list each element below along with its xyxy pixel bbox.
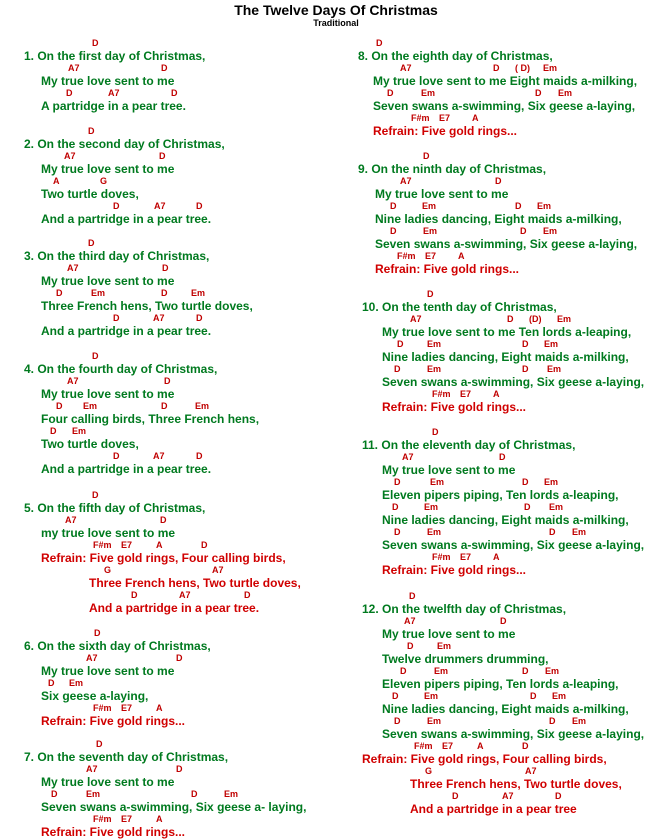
chord-label: A [53,176,60,186]
lyric-line: Seven swans a-swimming, Six geese a-laying, [382,538,645,552]
lyric-line: My true love sent to me [382,627,516,641]
chord-label: F#m [414,741,433,751]
chord-label: G [104,565,112,575]
chord-label: D [56,288,63,298]
lyric-line: My true love sent to me [41,775,175,789]
lyric-line: My true love sent to me [41,74,175,88]
chord-label: A7 [67,376,79,386]
refrain-lyric: Refrain: Five gold rings... [375,262,520,276]
chord-label: Em [572,527,587,537]
chord-label: Em [430,477,445,487]
chord-label: A7 [502,791,514,801]
chord-label: A7 [86,764,98,774]
lyric-line: 4. On the fourth day of Christmas, [24,362,218,376]
chord-label: Em [537,201,552,211]
chord-label: D [507,314,514,324]
chord-label: Em [424,502,439,512]
lyric-line: Nine ladies dancing, Eight maids a-milking, [382,702,629,716]
chord-label: G [100,176,108,186]
chord-label: A7 [65,515,77,525]
chord-label: D [549,527,556,537]
chord-label: Em [427,716,442,726]
chord-label: Em [72,426,87,436]
chord-label: D [390,201,397,211]
chord-label: D [160,515,167,525]
lyric-line: My true love sent to me [382,463,516,477]
lyric-line: 12. On the twelfth day of Christmas, [362,602,567,616]
chord-label: D [392,691,399,701]
chord-label: A7 [404,616,416,626]
lyric-line: 7. On the seventh day of Christmas, [24,750,229,764]
lyric-line: My true love sent to me [375,187,509,201]
lyric-line: Nine ladies dancing, Eight maids a-milking, [382,513,629,527]
chord-label: Em [191,288,206,298]
chord-label: A [493,552,500,562]
chord-label: D [92,38,99,48]
chord-label: Em [557,314,572,324]
chord-label: A7 [67,263,79,273]
chord-label: A [156,814,163,824]
chord-label: Em [421,88,436,98]
chord-label: A7 [153,313,165,323]
chord-label: D [549,716,556,726]
chord-label: E7 [439,113,451,123]
chord-label: D [66,88,73,98]
chord-label: (D) [529,314,542,324]
chord-label: D [159,151,166,161]
chord-label: D [50,426,57,436]
chord-label: Em [423,226,438,236]
refrain-lyric: Refrain: Five gold rings... [373,124,518,138]
chord-label: A7 [108,88,120,98]
chord-label: E7 [121,540,133,550]
refrain-lyric: Refrain: Five gold rings, Four calling birds, [362,752,607,766]
chord-label: E7 [121,814,133,824]
chord-label: A [156,540,163,550]
chord-label: D [522,477,529,487]
chord-label: D [524,502,531,512]
lyric-line: Four calling birds, Three French hens, [41,412,260,426]
lyric-line: Twelve drummers drumming, [382,652,549,666]
chord-label: D [493,63,500,73]
song-title: The Twelve Days Of Christmas [234,2,438,18]
lyric-line: My true love sent to me Ten lords a-leaping, [382,325,632,339]
chord-label: D [520,226,527,236]
chord-label: A7 [179,590,191,600]
chord-label: D [515,201,522,211]
chord-label: D [56,401,63,411]
chord-label: D [499,452,506,462]
chord-label: D [162,263,169,273]
chord-label: Em [69,678,84,688]
chord-label: D [191,789,198,799]
chord-label: D [176,653,183,663]
chord-label: Em [427,364,442,374]
chord-label: D [387,88,394,98]
chord-label: D [244,590,251,600]
lyric-line: My true love sent to me [41,162,175,176]
chord-label: A7 [86,653,98,663]
lyric-line: 10. On the tenth day of Christmas, [362,300,557,314]
chord-label: D [409,591,416,601]
chord-label: F#m [397,251,416,261]
chord-label: D [432,427,439,437]
chord-label: F#m [411,113,430,123]
refrain-lyric: Refrain: Five gold rings... [382,563,527,577]
chord-label: D [394,527,401,537]
chord-label: Em [543,226,558,236]
chord-label: E7 [460,552,472,562]
refrain-lyric: Refrain: Five gold rings... [382,400,527,414]
chord-label: D [164,376,171,386]
chord-label: D [161,288,168,298]
chord-label: A7 [212,565,224,575]
chord-label: D [394,477,401,487]
chord-label: D [171,88,178,98]
lyric-line: Six geese a-laying, [41,689,149,703]
chord-label: D [452,791,459,801]
chord-label: A7 [154,201,166,211]
chord-label: F#m [432,389,451,399]
refrain-lyric: Refrain: Five gold rings... [41,825,186,839]
lyric-line: My true love sent to me [41,274,175,288]
lyric-line: 3. On the third day of Christmas, [24,249,210,263]
chord-label: Em [422,201,437,211]
chord-label: Em [224,789,239,799]
chord-label: ( D) [515,63,530,73]
chord-label: A [477,741,484,751]
chord-label: D [196,451,203,461]
lyric-line: 8. On the eighth day of Christmas, [358,49,553,63]
chord-label: E7 [442,741,454,751]
lyric-line: Seven swans a-swimming, Six geese a-laying, [375,237,638,251]
chord-label: F#m [432,552,451,562]
chord-label: D [376,38,383,48]
chord-label: Em [544,477,559,487]
chord-label: Em [572,716,587,726]
chord-label: Em [437,641,452,651]
lyric-line: 11. On the eleventh day of Christmas, [362,438,576,452]
refrain-lyric: Three French hens, Two turtle doves, [89,576,301,590]
chord-label: D [176,764,183,774]
chord-label: Em [544,339,559,349]
song-subtitle: Traditional [313,18,359,28]
chord-label: D [397,339,404,349]
chord-label: D [161,63,168,73]
chord-label: A [458,251,465,261]
chord-label: G [425,766,433,776]
chord-label: D [94,628,101,638]
chord-label: A7 [64,151,76,161]
chord-label: D [96,739,103,749]
chord-label: D [535,88,542,98]
lyric-line: Three French hens, Two turtle doves, [41,299,253,313]
chord-label: D [394,716,401,726]
chord-label: D [392,502,399,512]
chord-label: A7 [68,63,80,73]
lyric-line: Seven swans a-swimming, Six geese a-laying, [382,375,645,389]
chord-label: D [48,678,55,688]
refrain-lyric: Refrain: Five gold rings, Four calling birds, [41,551,286,565]
chord-label: D [113,201,120,211]
chord-label: D [88,126,95,136]
chord-label: D [400,666,407,676]
chord-label: Em [543,63,558,73]
chord-label: Em [545,666,560,676]
lyric-line: And a partridge in a pear tree. [41,212,212,226]
chord-label: Em [195,401,210,411]
lyric-line: Two turtle doves, [41,437,139,451]
chord-label: D [196,313,203,323]
chord-label: A [156,703,163,713]
chord-label: D [113,313,120,323]
chord-label: D [522,339,529,349]
chord-label: A7 [153,451,165,461]
refrain-lyric: And a partridge in a pear tree. [89,601,260,615]
lyric-line: Seven swans a-swimming, Six geese a-laying, [382,727,645,741]
refrain-lyric: Refrain: Five gold rings... [41,714,186,728]
refrain-lyric: And a partridge in a pear tree [410,802,577,816]
chord-label: D [522,666,529,676]
chord-label: Em [558,88,573,98]
chord-label: A [493,389,500,399]
chord-label: E7 [460,389,472,399]
chord-label: Em [427,527,442,537]
lyric-line: And a partridge in a pear tree. [41,324,212,338]
lyric-line: My true love sent to me [41,664,175,678]
lyric-line: 1. On the first day of Christmas, [24,49,206,63]
chord-label: F#m [93,703,112,713]
lyric-line: 9. On the ninth day of Christmas, [358,162,547,176]
chord-label: D [495,176,502,186]
chord-label: D [92,490,99,500]
chord-label: D [522,741,529,751]
chord-label: F#m [93,814,112,824]
chord-label: D [427,289,434,299]
chord-label: A7 [400,63,412,73]
chord-label: D [423,151,430,161]
chord-label: D [522,364,529,374]
lyric-line: Seven swans a-swimming, Six geese a-laying, [373,99,636,113]
chord-label: A [472,113,479,123]
chord-label: Em [434,666,449,676]
lyric-line: Eleven pipers piping, Ten lords a-leaping, [382,488,619,502]
chord-label: E7 [121,703,133,713]
chord-label: D [555,791,562,801]
chord-label: A7 [525,766,537,776]
lyric-line: 2. On the second day of Christmas, [24,137,225,151]
chord-label: D [407,641,414,651]
chord-label: Em [424,691,439,701]
lyric-line: Two turtle doves, [41,187,139,201]
lyric-line: 6. On the sixth day of Christmas, [24,639,211,653]
lyric-line: my true love sent to me [41,526,176,540]
chord-label: D [500,616,507,626]
chord-label: A7 [400,176,412,186]
chord-label: Em [552,691,567,701]
lyric-line: Nine ladies dancing, Eight maids a-milking, [382,350,629,364]
chord-label: D [51,789,58,799]
chord-label: A7 [402,452,414,462]
lyric-line: Seven swans a-swimming, Six geese a- laying, [41,800,307,814]
chord-label: D [196,201,203,211]
chord-label: Em [91,288,106,298]
chord-label: Em [547,364,562,374]
chord-label: D [131,590,138,600]
refrain-lyric: Three French hens, Two turtle doves, [410,777,622,791]
chord-label: Em [549,502,564,512]
chord-label: D [161,401,168,411]
chord-label: D [88,238,95,248]
lyric-line: My true love sent to me [41,387,175,401]
chord-label: Em [83,401,98,411]
lyric-line: Eleven pipers piping, Ten lords a-leaping, [382,677,619,691]
chord-label: D [113,451,120,461]
chord-label: Em [86,789,101,799]
lyric-line: A partridge in a pear tree. [41,99,186,113]
chord-label: E7 [425,251,437,261]
chord-label: D [92,351,99,361]
lyric-line: And a partridge in a pear tree. [41,462,212,476]
chord-label: D [394,364,401,374]
chord-label: A7 [410,314,422,324]
chord-label: F#m [93,540,112,550]
chord-label: D [530,691,537,701]
lyric-line: Nine ladies dancing, Eight maids a-milking, [375,212,622,226]
chord-label: D [201,540,208,550]
lyric-line: My true love sent to me Eight maids a-milking, [373,74,638,88]
chord-label: Em [427,339,442,349]
lyric-line: 5. On the fifth day of Christmas, [24,501,206,515]
chord-label: D [390,226,397,236]
